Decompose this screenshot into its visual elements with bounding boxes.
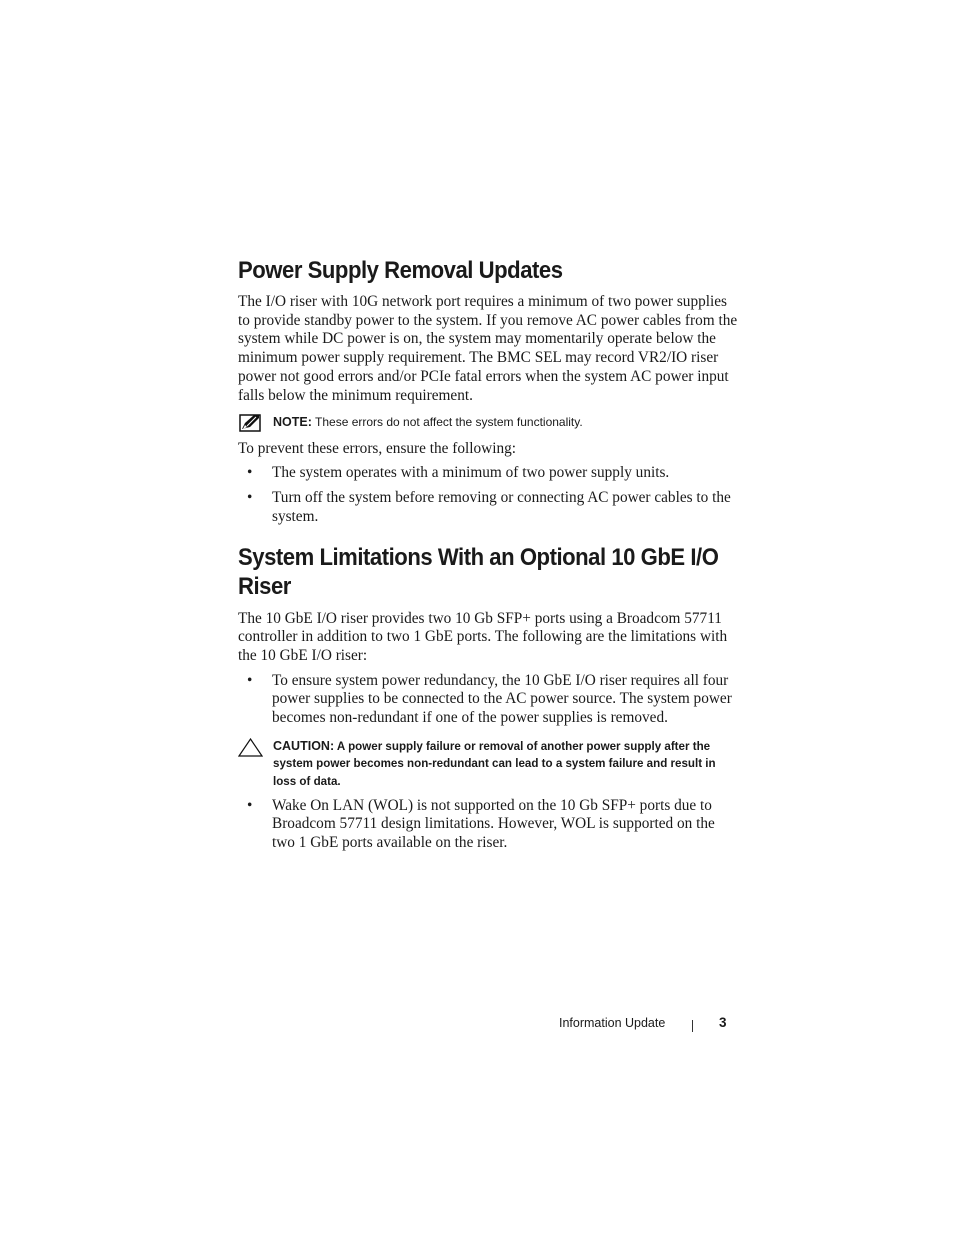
limitations-intro: The 10 GbE I/O riser provides two 10 Gb SFP+ ports using a Broadcom 57711 controller in addition to two 1 GbE ports. The following are the limitations with the 10 GbE I/O riser: xyxy=(238,609,728,664)
power-supply-intro: The I/O riser with 10G network port requires a minimum of two power supplies to provide standby power to the system. If you remove AC power cables from the system while DC power is on, the system may momentarily operate below the minimum power supply requirement. The BMC SEL may record VR2/IO riser power not good errors and/or PCIe fatal errors when the system AC power input falls below the minimum requirement. xyxy=(238,293,738,404)
page-content xyxy=(238,256,738,853)
list-item-text: The system operates with a minimum of two power supply units. xyxy=(272,464,670,482)
bullet-glyph: • xyxy=(247,796,253,814)
list-item-text: To ensure system power redundancy, the 10 GbE I/O riser requires all four power supplies to be connected to the AC power source. The system power becomes non-redundant if one of the power supplies is removed. xyxy=(272,671,732,727)
bullet-glyph: • xyxy=(247,464,253,482)
section-heading-system-limitations: System Limitations With an Optional 10 GbE I/O Riser xyxy=(238,543,719,600)
note-callout xyxy=(238,414,738,432)
note-label: NOTE: xyxy=(273,415,312,430)
page-footer xyxy=(0,1015,954,1035)
caution-triangle-icon xyxy=(238,738,263,757)
footer-section-name: Information Update xyxy=(559,1016,666,1030)
bullet-glyph: • xyxy=(247,671,253,689)
page-number: 3 xyxy=(719,1015,727,1030)
limitations-list-b xyxy=(238,797,738,853)
list-item xyxy=(238,672,738,728)
caution-label: CAUTION: xyxy=(273,738,335,753)
note-text: These errors do not affect the system functionality. xyxy=(315,415,583,430)
caution-callout xyxy=(238,738,738,791)
footer-separator xyxy=(692,1020,693,1032)
prevent-errors-list xyxy=(238,464,738,526)
list-item xyxy=(238,797,738,853)
list-item xyxy=(238,489,738,526)
limitations-list-a xyxy=(238,672,738,728)
list-item xyxy=(238,464,738,483)
pencil-note-icon xyxy=(239,414,261,432)
section-heading-power-supply: Power Supply Removal Updates xyxy=(238,257,563,284)
list-item-text: Turn off the system before removing or connecting AC power cables to the system. xyxy=(272,489,731,525)
prevent-errors-lead: To prevent these errors, ensure the following: xyxy=(238,439,517,457)
bullet-glyph: • xyxy=(247,489,253,507)
list-item-text: Wake On LAN (WOL) is not supported on the 10 Gb SFP+ ports due to Broadcom 57711 design limitations. However, WOL is supported on the two 1 GbE ports available on the riser. xyxy=(272,796,715,851)
caution-text: A power supply failure or removal of another power supply after the system power becomes non-redundant can lead to a system failure and result in loss of data. xyxy=(273,739,716,788)
